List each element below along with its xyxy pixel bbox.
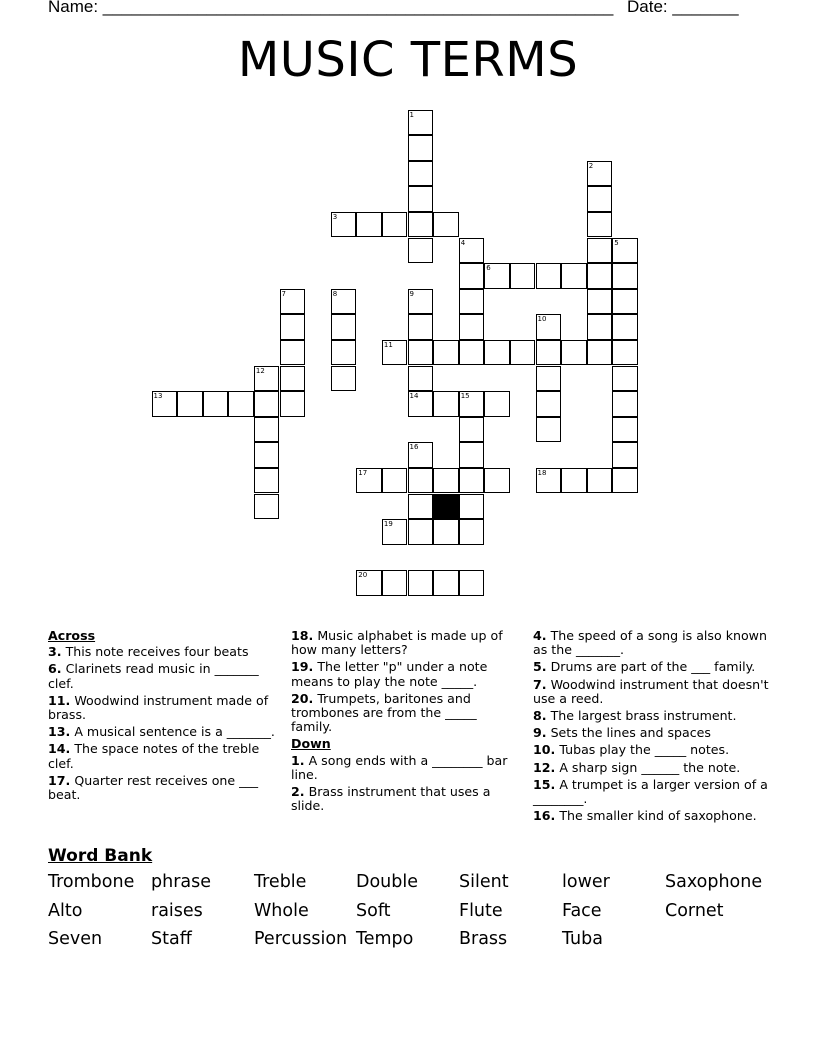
word-bank-item: Alto bbox=[48, 900, 83, 921]
crossword-cell[interactable] bbox=[612, 238, 638, 264]
crossword-cell[interactable] bbox=[612, 314, 638, 340]
crossword-cell[interactable] bbox=[408, 340, 434, 366]
clue bbox=[291, 629, 513, 657]
crossword-cell[interactable] bbox=[484, 263, 510, 289]
clue-number: 8 bbox=[332, 289, 338, 298]
clue-number: 7. bbox=[533, 676, 547, 692]
clue-text: This note receives four beats bbox=[61, 644, 249, 660]
crossword-cell[interactable] bbox=[331, 366, 357, 392]
crossword-cell[interactable] bbox=[408, 314, 434, 340]
crossword-cell[interactable] bbox=[484, 468, 510, 494]
clue-text: Music alphabet is made up of how many letters? bbox=[291, 628, 503, 658]
crossword-cell[interactable] bbox=[484, 391, 510, 417]
clue-text: A song ends with a ________ bar line. bbox=[291, 752, 508, 782]
crossword-cell[interactable] bbox=[459, 263, 485, 289]
crossword-cell[interactable] bbox=[459, 238, 485, 264]
crossword-cell[interactable] bbox=[587, 238, 613, 264]
word-bank-item: raises bbox=[151, 900, 203, 921]
clue-number: 1. bbox=[291, 752, 305, 768]
clue-text: Tubas play the _____ notes. bbox=[555, 742, 730, 758]
crossword-cell[interactable] bbox=[280, 314, 306, 340]
crossword-cell[interactable] bbox=[356, 212, 382, 238]
crossword-cell[interactable] bbox=[331, 212, 357, 238]
crossword-cell[interactable] bbox=[459, 468, 485, 494]
word-bank-item: Cornet bbox=[665, 900, 724, 921]
word-bank-item: Soft bbox=[356, 900, 391, 921]
crossword-cell[interactable] bbox=[459, 442, 485, 468]
clue-number: 5. bbox=[533, 659, 547, 675]
crossword-cell[interactable] bbox=[433, 212, 459, 238]
clue-text: Woodwind instrument made of brass. bbox=[48, 692, 269, 723]
clue-number: 14. bbox=[48, 741, 71, 757]
crossword-cell[interactable] bbox=[331, 289, 357, 315]
clue bbox=[48, 774, 276, 802]
crossword-cell[interactable] bbox=[177, 391, 203, 417]
crossword-cell[interactable] bbox=[536, 391, 562, 417]
crossword-cell[interactable] bbox=[433, 468, 459, 494]
crossword-cell[interactable] bbox=[433, 519, 459, 545]
clue-number: 10. bbox=[533, 742, 556, 758]
clue-number: 13. bbox=[48, 724, 71, 740]
word-bank-item: Tempo bbox=[356, 929, 414, 949]
crossword-cell[interactable] bbox=[587, 289, 613, 315]
crossword-cell[interactable] bbox=[382, 212, 408, 238]
clue-text: Brass instrument that uses a slide. bbox=[291, 784, 491, 814]
name-field[interactable]: Name: ______________________________________________________ bbox=[48, 0, 614, 16]
crossword-cell[interactable] bbox=[228, 391, 254, 417]
clue-number: 1 bbox=[409, 110, 414, 119]
crossword-cell[interactable] bbox=[152, 391, 178, 417]
crossword-cell[interactable] bbox=[203, 391, 229, 417]
crossword-cell[interactable] bbox=[331, 340, 357, 366]
clue bbox=[533, 809, 769, 823]
across-heading: Across bbox=[48, 628, 96, 643]
clue-text: A trumpet is a larger version of a ________. bbox=[533, 776, 768, 807]
clue-text: Woodwind instrument that doesn't use a reed. bbox=[533, 676, 769, 706]
crossword-cell[interactable] bbox=[331, 314, 357, 340]
crossword-cell[interactable] bbox=[459, 494, 485, 520]
crossword-cell[interactable] bbox=[382, 468, 408, 494]
crossword-cell[interactable] bbox=[561, 340, 587, 366]
clue bbox=[291, 692, 513, 735]
crossword-cell[interactable] bbox=[433, 340, 459, 366]
clue-number: 17 bbox=[358, 468, 368, 477]
clue-text: The largest brass instrument. bbox=[546, 708, 737, 724]
crossword-cell[interactable] bbox=[587, 161, 613, 187]
word-bank-item: Trombone bbox=[48, 872, 135, 892]
word-bank-item: Treble bbox=[254, 872, 307, 892]
clue-number: 6 bbox=[486, 264, 491, 273]
crossword-cell[interactable] bbox=[433, 570, 459, 596]
crossword-cell[interactable] bbox=[408, 494, 434, 520]
clue-text: A musical sentence is a _______. bbox=[70, 724, 275, 740]
crossword-cell[interactable] bbox=[612, 417, 638, 443]
crossword-cell[interactable] bbox=[510, 340, 536, 366]
crossword-cell[interactable] bbox=[459, 391, 485, 417]
clue-text: Quarter rest receives one ___ beat. bbox=[48, 772, 259, 803]
crossword-cell[interactable] bbox=[612, 263, 638, 289]
crossword-cell[interactable] bbox=[459, 519, 485, 545]
crossword-cell[interactable] bbox=[408, 366, 434, 392]
crossword-cell[interactable] bbox=[254, 391, 280, 417]
clue bbox=[48, 725, 276, 739]
clue-number: 13 bbox=[153, 392, 163, 401]
crossword-cell[interactable] bbox=[536, 263, 562, 289]
clue-text: The letter "p" under a note means to play the note _____. bbox=[291, 659, 488, 689]
clue bbox=[533, 726, 769, 740]
crossword-cell[interactable] bbox=[408, 570, 434, 596]
word-bank-item: phrase bbox=[151, 872, 212, 892]
crossword-cell[interactable] bbox=[408, 212, 434, 238]
page-title: MUSIC TERMS bbox=[237, 32, 579, 88]
crossword-cell[interactable] bbox=[587, 340, 613, 366]
crossword-cell[interactable] bbox=[280, 366, 306, 392]
clue-text: A sharp sign ______ the note. bbox=[555, 759, 741, 775]
clue bbox=[48, 645, 276, 659]
word-bank-item: Silent bbox=[459, 872, 509, 892]
clue bbox=[533, 629, 769, 657]
crossword-cell[interactable] bbox=[459, 340, 485, 366]
clue-number: 18. bbox=[291, 628, 314, 643]
clue-number: 7 bbox=[281, 289, 286, 298]
word-bank-item: Percussion bbox=[254, 929, 348, 949]
crossword-cell[interactable] bbox=[536, 314, 562, 340]
crossword-cell[interactable] bbox=[382, 570, 408, 596]
clue-number: 3 bbox=[332, 212, 338, 221]
crossword-cell[interactable] bbox=[612, 391, 638, 417]
clues-column-1 bbox=[48, 629, 276, 805]
crossword-cell[interactable] bbox=[459, 289, 485, 315]
crossword-cell[interactable] bbox=[408, 442, 434, 468]
clue-text: The space notes of the treble clef. bbox=[48, 741, 260, 771]
clue bbox=[533, 678, 769, 706]
crossword-cell[interactable] bbox=[612, 340, 638, 366]
clue-number: 16. bbox=[533, 808, 556, 824]
crossword-cell[interactable] bbox=[459, 417, 485, 443]
crossword-cell[interactable] bbox=[408, 289, 434, 315]
clue-text: Clarinets read music in _______ clef. bbox=[48, 661, 259, 691]
crossword-cell[interactable] bbox=[254, 442, 280, 468]
clues-column-3 bbox=[533, 629, 769, 826]
crossword-cell[interactable] bbox=[612, 366, 638, 392]
clue-number: 9 bbox=[409, 289, 414, 298]
black-cell bbox=[433, 494, 459, 520]
clue bbox=[533, 761, 769, 775]
crossword-cell[interactable] bbox=[587, 468, 613, 494]
crossword-cell[interactable] bbox=[382, 519, 408, 545]
crossword-cell[interactable] bbox=[254, 417, 280, 443]
date-field[interactable]: Date: _______ bbox=[627, 0, 739, 16]
clue-number: 16 bbox=[409, 443, 419, 452]
down-heading: Down bbox=[291, 736, 331, 752]
clue-number: 4. bbox=[533, 628, 547, 643]
clue bbox=[533, 778, 769, 806]
clue-number: 15 bbox=[460, 392, 470, 401]
crossword-cell[interactable] bbox=[484, 340, 510, 366]
clue bbox=[291, 660, 513, 688]
crossword-cell[interactable] bbox=[408, 110, 434, 136]
word-bank-item: Face bbox=[562, 900, 602, 921]
crossword-cell[interactable] bbox=[280, 289, 306, 315]
crossword-cell[interactable] bbox=[408, 468, 434, 494]
clue-number: 2 bbox=[588, 161, 594, 170]
clue bbox=[291, 785, 513, 813]
clue-text: Sets the lines and spaces bbox=[546, 725, 711, 741]
crossword-cell[interactable] bbox=[536, 468, 562, 494]
crossword-cell[interactable] bbox=[587, 186, 613, 212]
clue-number: 3. bbox=[48, 644, 62, 660]
crossword-cell[interactable] bbox=[536, 366, 562, 392]
crossword-cell[interactable] bbox=[587, 314, 613, 340]
clue bbox=[533, 743, 769, 757]
clue-number: 19 bbox=[383, 520, 393, 529]
crossword-cell[interactable] bbox=[408, 519, 434, 545]
crossword-cell[interactable] bbox=[254, 468, 280, 494]
crossword-cell[interactable] bbox=[408, 238, 434, 264]
clue-number: 12 bbox=[255, 366, 265, 375]
crossword-cell[interactable] bbox=[408, 391, 434, 417]
clue-text: Trumpets, baritones and trombones are from the _____ family. bbox=[291, 690, 477, 735]
crossword-cell[interactable] bbox=[459, 570, 485, 596]
crossword-cell[interactable] bbox=[459, 314, 485, 340]
clue-number: 11. bbox=[48, 692, 71, 708]
crossword-cell[interactable] bbox=[561, 263, 587, 289]
clue bbox=[48, 742, 276, 770]
word-bank-item: Double bbox=[356, 872, 419, 892]
clues-column-2 bbox=[291, 629, 513, 816]
crossword-cell[interactable] bbox=[408, 135, 434, 161]
crossword-cell[interactable] bbox=[280, 340, 306, 366]
clue-number: 11 bbox=[383, 340, 393, 349]
word-bank-item: Seven bbox=[48, 929, 103, 949]
crossword-cell[interactable] bbox=[408, 186, 434, 212]
clue-number: 20. bbox=[291, 690, 314, 706]
clue-number: 19. bbox=[291, 659, 314, 675]
word-bank-item: Staff bbox=[151, 929, 192, 949]
word-bank-item: lower bbox=[562, 872, 610, 892]
crossword-cell[interactable] bbox=[356, 468, 382, 494]
crossword-cell[interactable] bbox=[382, 340, 408, 366]
crossword-cell[interactable] bbox=[561, 468, 587, 494]
clue bbox=[48, 694, 276, 722]
clue-number: 12. bbox=[533, 759, 556, 775]
clue-number: 15. bbox=[533, 776, 556, 792]
crossword-cell[interactable] bbox=[433, 391, 459, 417]
clue-number: 17. bbox=[48, 772, 71, 788]
crossword-cell[interactable] bbox=[536, 417, 562, 443]
clue-number: 14 bbox=[409, 392, 419, 401]
crossword-cell[interactable] bbox=[280, 391, 306, 417]
clue-text: The speed of a song is also known as the _______. bbox=[533, 628, 767, 658]
clue-number: 20 bbox=[358, 571, 368, 580]
crossword-cell[interactable] bbox=[612, 442, 638, 468]
crossword-cell[interactable] bbox=[408, 161, 434, 187]
crossword-cell[interactable] bbox=[254, 494, 280, 520]
clue-number: 10 bbox=[537, 315, 547, 324]
clue-number: 4 bbox=[460, 238, 466, 247]
clue-number: 5 bbox=[614, 238, 619, 247]
clue bbox=[291, 754, 513, 782]
clue-text: The smaller kind of saxophone. bbox=[555, 808, 757, 824]
crossword-cell[interactable] bbox=[254, 366, 280, 392]
word-bank-item: Saxophone bbox=[665, 872, 763, 892]
word-bank-item: Flute bbox=[459, 900, 503, 921]
word-bank-item: Whole bbox=[254, 900, 309, 921]
clue bbox=[48, 662, 276, 690]
crossword-cell[interactable] bbox=[587, 263, 613, 289]
crossword-cell[interactable] bbox=[612, 289, 638, 315]
clue-text: Drums are part of the ___ family. bbox=[546, 659, 756, 675]
clue-number: 18 bbox=[537, 468, 547, 477]
clue-number: 9. bbox=[533, 725, 547, 741]
crossword-cell[interactable] bbox=[536, 340, 562, 366]
clue-number: 6. bbox=[48, 661, 62, 677]
clue bbox=[533, 660, 769, 674]
word-bank-title: Word Bank bbox=[48, 846, 153, 866]
crossword-cell[interactable] bbox=[356, 570, 382, 596]
word-bank-item: Brass bbox=[459, 929, 508, 949]
clue-number: 2. bbox=[291, 784, 305, 800]
crossword-cell[interactable] bbox=[612, 468, 638, 494]
word-bank-item: Tuba bbox=[562, 929, 603, 949]
clue-number: 8. bbox=[533, 708, 547, 724]
crossword-cell[interactable] bbox=[510, 263, 536, 289]
clue bbox=[533, 709, 769, 723]
crossword-cell[interactable] bbox=[587, 212, 613, 238]
